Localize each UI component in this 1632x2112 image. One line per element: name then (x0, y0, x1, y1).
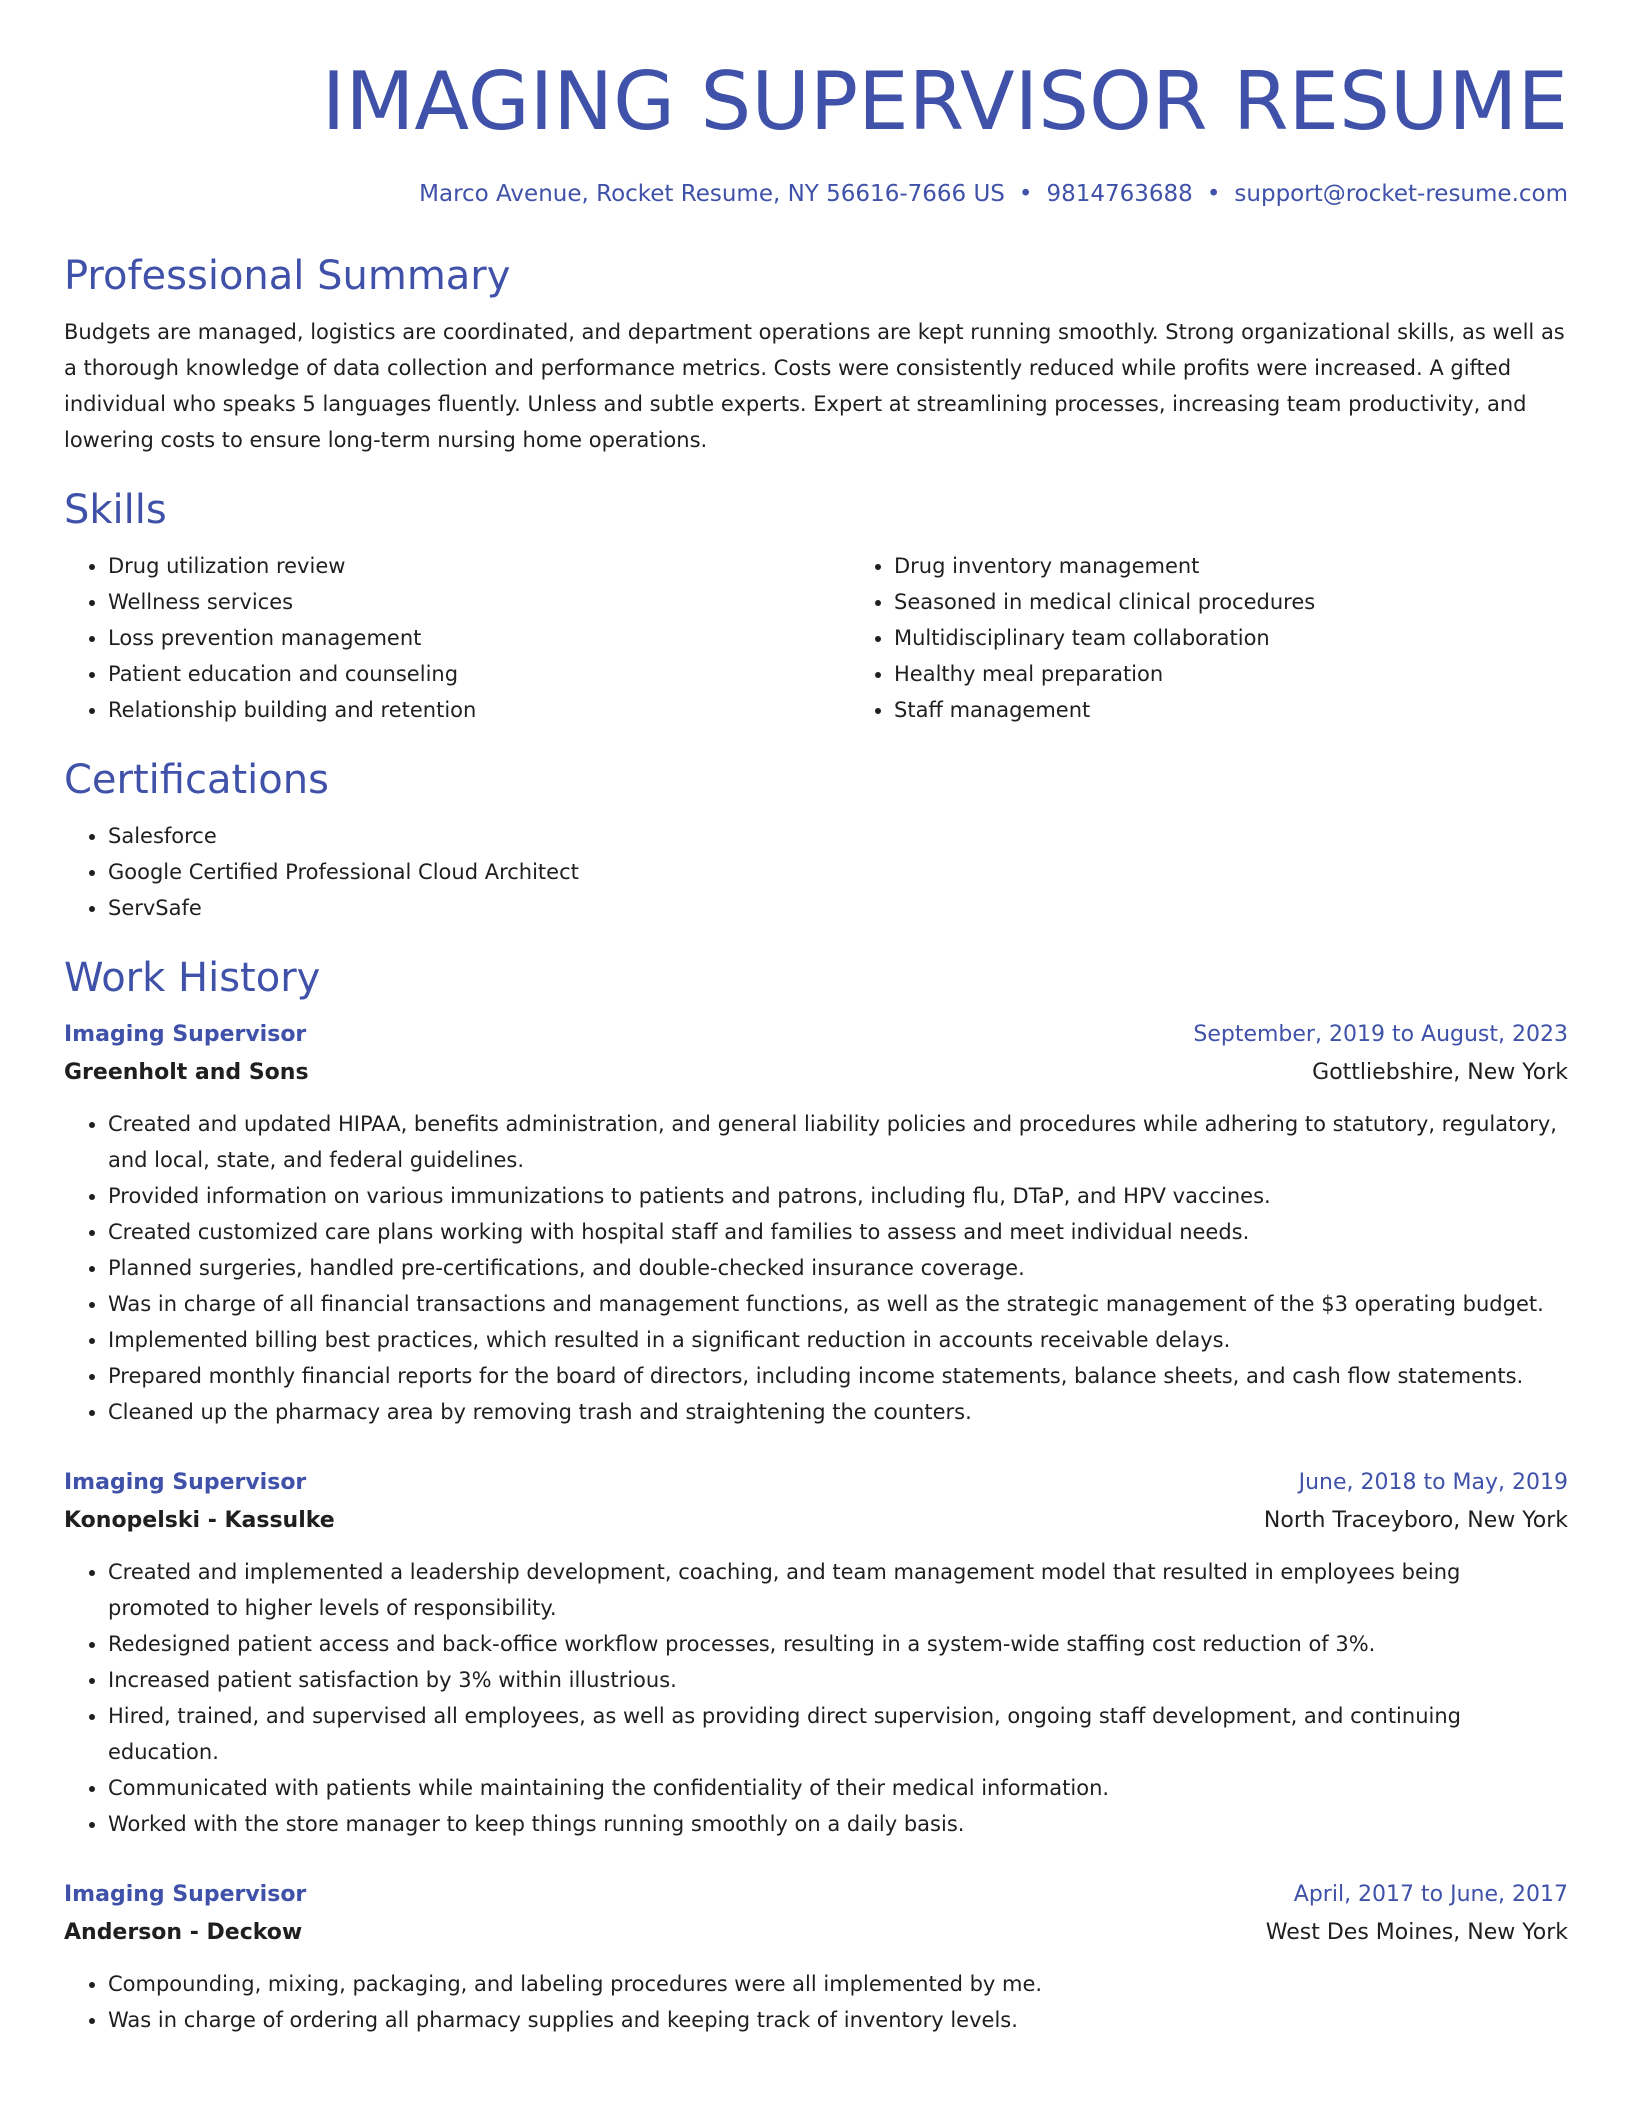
skill-item: • Wellness services (108, 584, 850, 620)
job-bullet: • Prepared monthly financial reports for the board of directors, including income statements, balance sheets, and cash flow statements. (108, 1358, 1568, 1394)
skill-item: • Seasoned in medical clinical procedures (894, 584, 1632, 620)
contact-email[interactable]: support@rocket-resume.com (1234, 181, 1568, 207)
job-bullet: • Planned surgeries, handled pre-certifications, and double-checked insurance coverage. (108, 1250, 1568, 1286)
skill-item: • Loss prevention management (108, 620, 850, 656)
job-entry (64, 1464, 1568, 1842)
job-header-row (64, 1876, 1568, 1914)
certifications-list (64, 818, 1568, 926)
job-bullet: • Increased patient satisfaction by 3% within illustrious. (108, 1662, 1568, 1698)
job-entry (64, 1876, 1568, 2038)
skills-heading: Skills (64, 487, 167, 533)
job-location: North Traceyboro, New York (1263, 1508, 1568, 1533)
skills-list-left (64, 548, 850, 728)
certification-item: • Google Certified Professional Cloud Architect (108, 854, 1568, 890)
job-bullet: • Implemented billing best practices, which resulted in a significant reduction in accounts receivable delays. (108, 1322, 1568, 1358)
job-bullet: • Compounding, mixing, packaging, and labeling procedures were all implemented by me. (108, 1966, 1568, 2002)
job-dates: September, 2019 to August, 2023 (1193, 1022, 1568, 1047)
job-bullet: • Created and updated HIPAA, benefits administration, and general liability policies and procedures while adhering to statutory, regulatory, and local, state, and federal guidelines. (108, 1106, 1568, 1178)
job-header-row (64, 1464, 1568, 1502)
job-bullet: • Worked with the store manager to keep things running smoothly on a daily basis. (108, 1806, 1568, 1842)
contact-separator: • (1018, 181, 1033, 207)
skill-item: • Staff management (894, 692, 1632, 728)
skill-item: • Healthy meal preparation (894, 656, 1632, 692)
job-bullet: • Cleaned up the pharmacy area by removing trash and straightening the counters. (108, 1394, 1568, 1430)
summary-heading: Professional Summary (64, 253, 511, 299)
job-title: Imaging Supervisor (64, 1470, 307, 1495)
resume-title: IMAGING SUPERVISOR RESUME (321, 55, 1568, 148)
contact-phone: 9814763688 (1046, 181, 1193, 207)
certifications-heading: Certifications (64, 757, 329, 803)
certification-item: • Salesforce (108, 818, 1568, 854)
work-history-heading: Work History (64, 955, 321, 1001)
job-bullet: • Was in charge of all financial transactions and management functions, as well as the strategic management of the $3 operating budget. (108, 1286, 1568, 1322)
job-company-row (64, 1054, 1568, 1092)
job-bullet: • Provided information on various immunizations to patients and patrons, including flu, DTaP, and HPV vaccines. (108, 1178, 1568, 1214)
skill-item: • Drug utilization review (108, 548, 850, 584)
job-bullets (64, 1554, 1568, 1842)
skills-columns (64, 548, 1568, 728)
summary-text: Budgets are managed, logistics are coordinated, and department operations are kept running smoothly. Strong organizational skills, as well as a thorough knowledge of data collection and performance metrics. Costs were consistently reduced while profits were increased. A gifted individual who speaks 5 languages fluently. Unless and subtle experts. Expert at streamlining processes, increasing team productivity, and lowering costs to ensure long-term nursing home operations. (64, 320, 1565, 452)
job-bullets (64, 1966, 1568, 2038)
job-bullets (64, 1106, 1568, 1430)
job-dates: April, 2017 to June, 2017 (1293, 1882, 1568, 1907)
job-company: Anderson - Deckow (64, 1920, 303, 1945)
job-company-row (64, 1914, 1568, 1952)
job-company: Greenholt and Sons (64, 1060, 309, 1085)
skills-list-right (850, 548, 1632, 728)
job-company: Konopelski - Kassulke (64, 1508, 335, 1533)
job-company-row (64, 1502, 1568, 1540)
job-bullet: • Redesigned patient access and back-office workflow processes, resulting in a system-wide staffing cost reduction of 3%. (108, 1626, 1568, 1662)
job-title: Imaging Supervisor (64, 1022, 307, 1047)
job-entry (64, 1016, 1568, 1430)
job-dates: June, 2018 to May, 2019 (1298, 1470, 1568, 1495)
job-title: Imaging Supervisor (64, 1882, 307, 1907)
certification-item: • ServSafe (108, 890, 1568, 926)
skill-item: • Patient education and counseling (108, 656, 850, 692)
skill-item: • Relationship building and retention (108, 692, 850, 728)
job-location: Gottliebshire, New York (1312, 1060, 1568, 1085)
resume-page (64, 0, 1568, 2038)
job-header-row (64, 1016, 1568, 1054)
skill-item: • Drug inventory management (894, 548, 1632, 584)
job-bullet: • Communicated with patients while maintaining the confidentiality of their medical information. (108, 1770, 1568, 1806)
job-location: West Des Moines, New York (1265, 1920, 1568, 1945)
job-bullet: • Created and implemented a leadership development, coaching, and team management model that resulted in employees being promoted to higher levels of responsibility. (108, 1554, 1568, 1626)
contact-separator: • (1206, 181, 1221, 207)
contact-address: Marco Avenue, Rocket Resume, NY 56616-7666 US (419, 181, 1005, 207)
job-bullet: • Was in charge of ordering all pharmacy supplies and keeping track of inventory levels. (108, 2002, 1568, 2038)
skill-item: • Multidisciplinary team collaboration (894, 620, 1632, 656)
contact-line (64, 178, 1568, 210)
job-bullet: • Hired, trained, and supervised all employees, as well as providing direct supervision, ongoing staff development, and continuing education. (108, 1698, 1568, 1770)
job-bullet: • Created customized care plans working with hospital staff and families to assess and meet individual needs. (108, 1214, 1568, 1250)
